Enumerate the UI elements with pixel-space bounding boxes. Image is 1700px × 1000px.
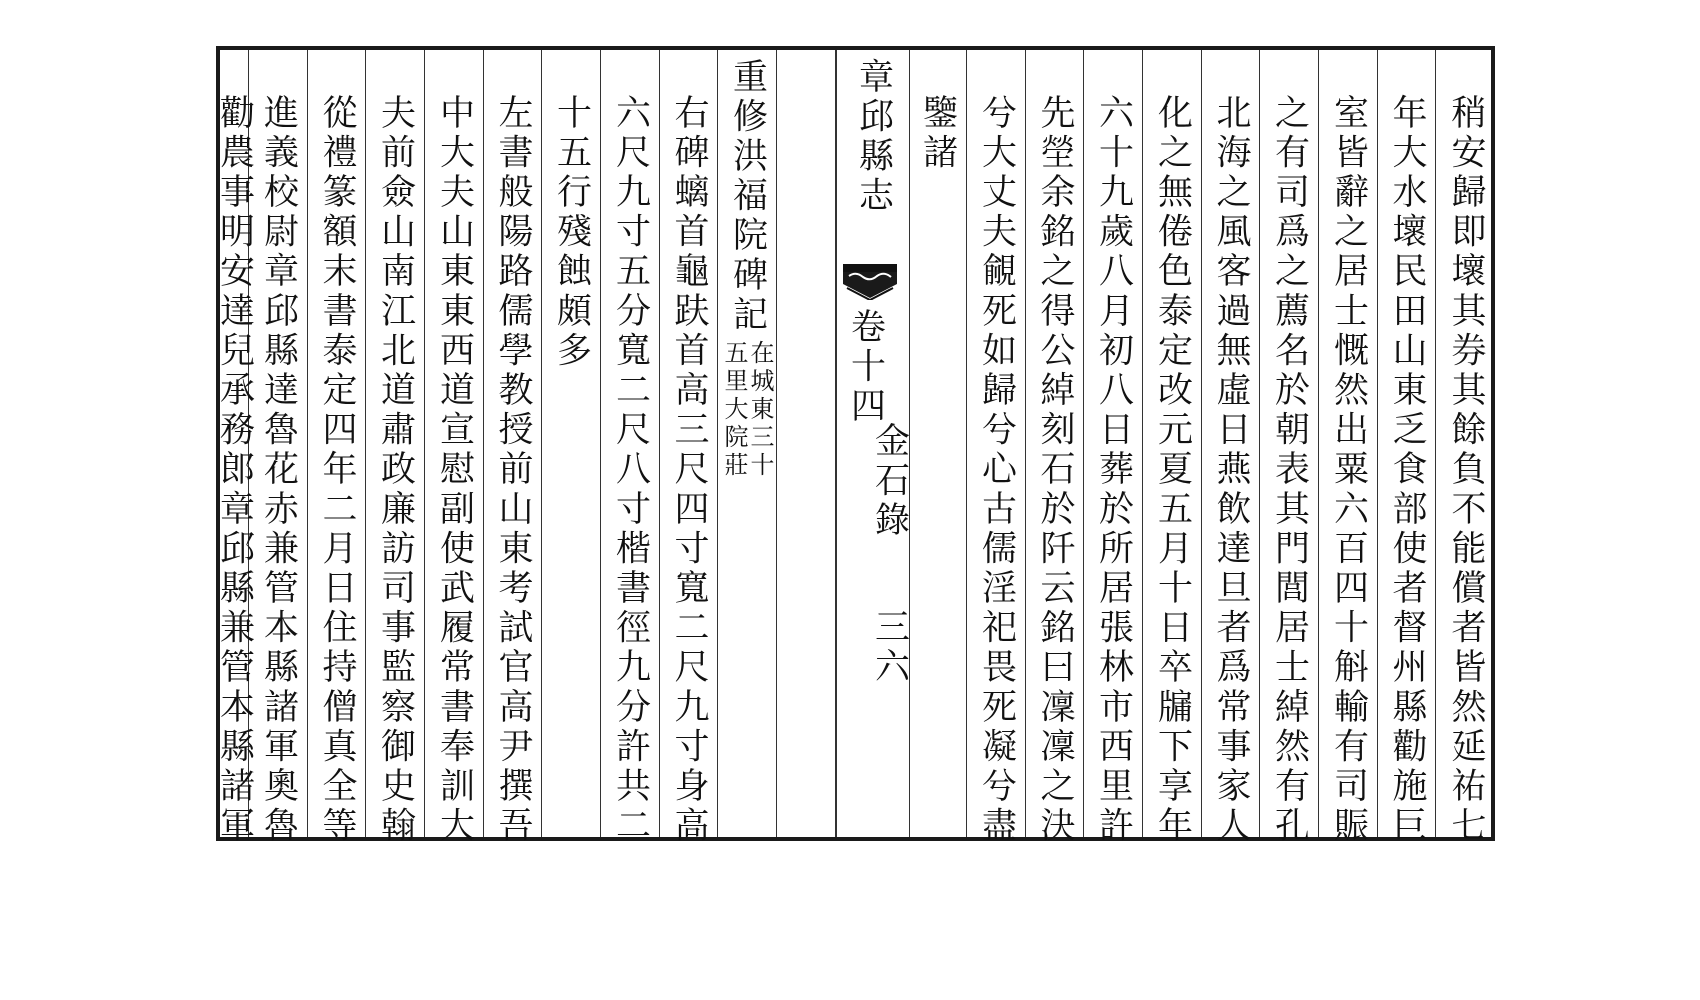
- section-label: 金石錄: [869, 422, 910, 541]
- text-column: [425, 50, 484, 847]
- text-column: [214, 50, 255, 847]
- column-text: 之有司爲之薦名於朝表其門閭居士綽然有孔: [1269, 94, 1310, 847]
- note-line: 五里大院莊: [720, 340, 748, 480]
- text-column: [660, 50, 718, 847]
- column-text: 化之無倦色泰定改元夏五月十日卒牖下享年: [1152, 94, 1193, 847]
- column-text: 進義校尉章邱縣達魯花赤兼管本縣諸軍奧魯: [258, 94, 299, 847]
- text-column: [1378, 50, 1436, 847]
- inscription-note: [718, 50, 777, 837]
- text-column: [484, 50, 542, 847]
- volume-label: 卷十四: [845, 308, 886, 427]
- note-line: 在城東三十: [746, 340, 774, 480]
- text-column: [777, 50, 836, 837]
- text-column: [308, 50, 366, 847]
- text-column: [249, 50, 308, 847]
- column-text: 兮大丈夫覦死如歸兮心古儒淫祀畏死凝兮盡: [976, 94, 1017, 847]
- text-column: [366, 50, 425, 847]
- column-text: 中大夫山東東西道宣慰副使武履常書奉訓大: [434, 94, 475, 847]
- text-column: [601, 50, 660, 847]
- column-text: 室皆辭之居士慨然出粟六百四十斛輸有司賑: [1328, 94, 1369, 847]
- text-column: [1260, 50, 1319, 847]
- text-column: [1084, 50, 1143, 847]
- text-column: [542, 50, 601, 837]
- book-title: 章邱縣志: [853, 58, 894, 217]
- text-column: [1319, 50, 1378, 847]
- column-text: 重修洪福院碑記: [727, 58, 768, 336]
- text-column: [908, 50, 967, 837]
- column-text: 從禮篆額末書泰定四年二月日住持僧真全等: [317, 94, 357, 847]
- book-page: [214, 46, 1495, 847]
- column-text: 年大水壞民田山東乏食部使者督州縣勸施巨: [1387, 94, 1427, 847]
- column-text: 六尺九寸五分寬二尺八寸楷書徑九分許共二: [610, 94, 651, 847]
- text-column: [1436, 50, 1495, 847]
- column-text: 鑒諸: [917, 94, 958, 174]
- text-column: [1143, 50, 1202, 847]
- column-text: 左書般陽路儒學教授前山東考試官高尹撰吾: [493, 94, 533, 847]
- folio-number: 三六: [869, 608, 910, 688]
- column-text: 夫前僉山南江北道肅政廉訪司事監察御史翰: [375, 94, 416, 847]
- column-text: 先塋余銘之得公綽刻石於阡云銘曰凜凜之決: [1035, 94, 1075, 847]
- text-column: [1202, 50, 1260, 847]
- column-text: 北海之風客過無虛日燕飲達旦者爲常事家人: [1211, 94, 1251, 847]
- center-margin: [836, 50, 910, 837]
- text-column: [967, 50, 1026, 847]
- column-text: 十五行殘蝕頗多: [551, 94, 592, 372]
- text-column: [1026, 50, 1084, 847]
- column-text: 稍安歸即壞其券其餘負不能償者皆然延祐七: [1446, 94, 1486, 847]
- column-text: 勸農事明安達兒承務郎章邱縣兼管本縣諸軍: [214, 94, 255, 847]
- column-text: 右碑螭首龜趺首高三尺四寸寬二尺九寸身高: [669, 94, 709, 847]
- fish-tail-ornament: [843, 264, 897, 300]
- column-text: 六十九歲八月初八日葬於所居張林市西里許: [1093, 94, 1134, 847]
